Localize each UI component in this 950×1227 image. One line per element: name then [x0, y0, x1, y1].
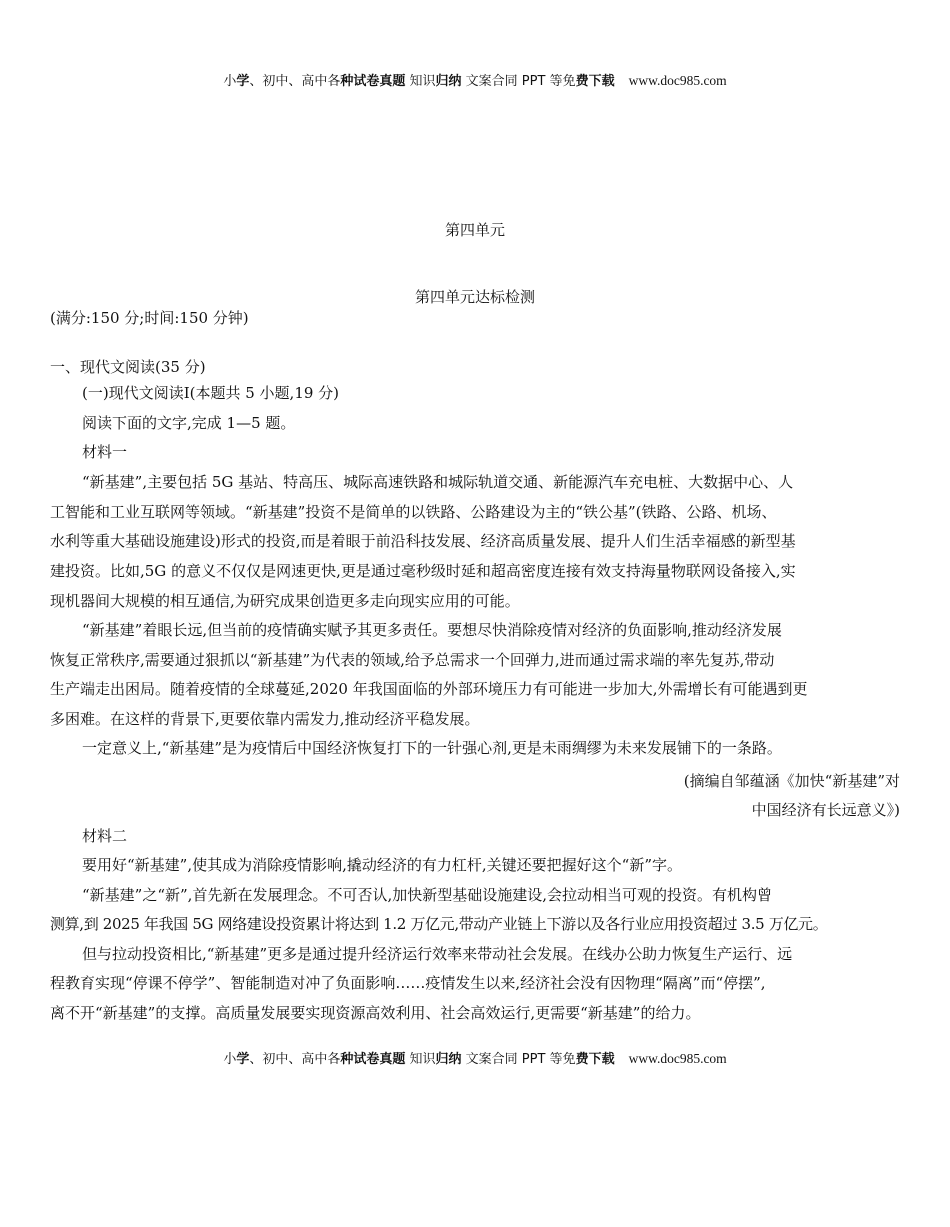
material-two-line: 要用好“新基建”,使其成为消除疫情影响,撬动经济的有力杠杆,关键还要把握好这个“新”字。 [82, 856, 682, 874]
material-two-line: 但与拉动投资相比,“新基建”更多是通过提升经济运行效率来带动社会发展。在线办公助力恢复生产运行、远 [82, 945, 793, 963]
header-banner: 小学、初中、高中各种试卷真题 知识归纳 文案合同 PPT 等免费下载 www.doc985.com [223, 73, 727, 89]
material-one-line: “新基建”着眼长远,但当前的疫情确实赋予其更多责任。要想尽快消除疫情对经济的负面影响,推动经济发展 [82, 621, 782, 639]
material-one-line: 生产端走出困局。随着疫情的全球蔓延,2020 年我国面临的外部环境压力有可能进一步加大,外需增长有可能遇到更 [50, 680, 808, 698]
instruction: 阅读下面的文字,完成 1—5 题。 [82, 414, 296, 432]
footer-banner: 小学、初中、高中各种试卷真题 知识归纳 文案合同 PPT 等免费下载 www.doc985.com [223, 1051, 727, 1067]
subsection-heading: (一)现代文阅读Ⅰ(本题共 5 小题,19 分) [82, 384, 340, 402]
material-one-line: 建投资。比如,5G 的意义不仅仅是网速更快,更是通过毫秒级时延和超高密度连接有效支持海量物联网设备接入,实 [50, 562, 796, 580]
material-two-line: “新基建”之“新”,首先新在发展理念。不可否认,加快新型基础设施建设,会拉动相当可观的投资。有机构曾 [82, 886, 772, 904]
material-one-label: 材料一 [82, 443, 128, 461]
source-citation: (摘编自邹蕴涵《加快“新基建”对 [683, 772, 900, 790]
material-one-line: “新基建”,主要包括 5G 基站、特高压、城际高速铁路和城际轨道交通、新能源汽车充电桩、大数据中心、人 [82, 473, 794, 491]
material-two-line: 离不开“新基建”的支撑。高质量发展要实现资源高效利用、社会高效运行,更需要“新基建”的给力。 [50, 1004, 701, 1022]
footer-site-link[interactable]: www.doc985.com [628, 1051, 727, 1066]
material-two-line: 测算,到 2025 年我国 5G 网络建设投资累计将达到 1.2 万亿元,带动产业链上下游以及各行业应用投资超过 3.5 万亿元。 [50, 915, 828, 933]
unit-title: 第四单元 [444, 221, 505, 239]
source-citation: 中国经济有长远意义》) [751, 801, 900, 819]
material-two-line: 程教育实现“停课不停学”、智能制造对冲了负面影响……疫情发生以来,经济社会没有因物理“隔离”而“停摆”, [50, 974, 766, 992]
material-one-line: 水利等重大基础设施建设)形式的投资,而是着眼于前沿科技发展、经济高质量发展、提升人们生活幸福感的新型基 [50, 532, 796, 550]
material-one-line: 现机器间大规模的相互通信,为研究成果创造更多走向现实应用的可能。 [50, 592, 520, 610]
section-heading: 一、现代文阅读(35 分) [50, 358, 206, 376]
material-one-line: 工智能和工业互联网等领域。“新基建”投资不是简单的以铁路、公路建设为主的“铁公基”(铁路、公路、机场、 [50, 503, 777, 521]
banner-site-link[interactable]: www.doc985.com [628, 73, 727, 88]
material-one-line: 恢复正常秩序,需要通过狠抓以“新基建”为代表的领域,给予总需求一个回弹力,进而通过需求端的率先复苏,带动 [50, 651, 775, 669]
score-time-meta: (满分:150 分;时间:150 分钟) [50, 309, 249, 327]
material-one-line: 多困难。在这样的背景下,更要依靠内需发力,推动经济平稳发展。 [50, 710, 480, 728]
test-title: 第四单元达标检测 [414, 288, 535, 306]
material-one-line: 一定意义上,“新基建”是为疫情后中国经济恢复打下的一针强心剂,更是未雨绸缪为未来发展铺下的一条路。 [82, 739, 782, 757]
material-two-label: 材料二 [82, 827, 128, 845]
